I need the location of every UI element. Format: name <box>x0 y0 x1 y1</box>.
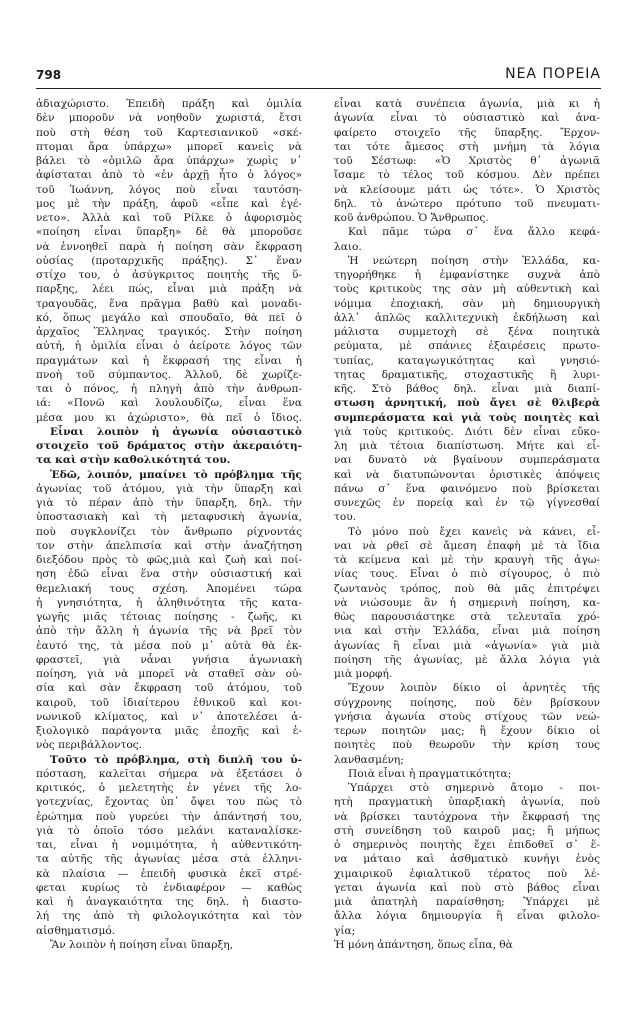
text-line: ἀρχαῖος Ἕλληνας τραγικός. Στὴν ποίηση <box>36 326 302 338</box>
text-line: ἀγωνία εἶναι τὸ οὐσιαστικὸ καὶ ἀνα- <box>334 112 600 125</box>
text-line: ναι δυνατὸ νὰ βγαίνουν συμπεράσματα <box>334 454 600 467</box>
text-line: Ἡ μόνη ἀπάντηση, ὅπως εἶπα, θὰ <box>334 938 513 951</box>
text-line: τηγορήθηκε ἡ ἐμφανίστηκε συχνὰ ἀπὸ <box>334 269 600 281</box>
text-line: τὰ κείμενα καὶ μὲ τὴν κραυγὴ τῆς ἀγω- <box>334 554 600 566</box>
text-line: ται ὁ πόνος, ἡ πληγὴ ἀπὸ τὴν ἀνθρωπ- <box>36 383 302 395</box>
text-line: θὼς παρουσιάστηκε στὰ τελευταῖα χρό- <box>334 611 600 623</box>
text-line: γία; <box>334 924 356 937</box>
text-line: νια καὶ στὴν Ἑλλάδα, εἶναι μιὰ ποίηση <box>334 625 600 638</box>
text-line: τα καὶ στὴν καθολικότητά του. <box>36 454 231 467</box>
text-line: να μάταιο καὶ ἀσθματικὸ κυνήγι ἑνὸς <box>334 853 600 866</box>
text-line: γοτεχνίας, ἔχοντας ὑπ᾿ ὄψει του πὼς τὸ <box>36 796 302 809</box>
text-line: ητὴ πραγματικὴ ὑπαρξιακὴ ἀγωνία, ποὺ <box>334 796 600 809</box>
text-line: πτομαι ἄρα ὑπάρχω» μπορεῖ κανεὶς νὰ <box>36 140 302 153</box>
text-line: ἴσαμε τὸ τέλος τοῦ κόσμου. Δὲν πρέπει <box>334 169 600 182</box>
text-line: αὐτή, ἡ ὁμιλία εἶναι ὁ ἀείροτε λόγος τῶν <box>36 340 302 353</box>
text-line: τα αὐτῆς τῆς ἀγωνίας μέσα στὰ ἑλληνι- <box>36 853 302 866</box>
text-line: ὑποστασιακὴ καὶ τὴ μεταφυσικὴ ἀγωνία, <box>36 511 302 524</box>
text-line: φεται κυρίως τὸ ἐνδιαφέρον — καθὼς <box>36 881 302 894</box>
text-line: κό, ὅπως μεγάλο καὶ σπουδαῖο, θὰ πεῖ ὁ <box>36 311 302 324</box>
text-line: Ποιὰ εἶναι ἡ πραγματικότητα; <box>348 767 512 780</box>
text-line: Ἔχουν λοιπὸν δίκιο οἱ ἀρνητὲς τῆς <box>348 682 600 695</box>
text-line: ἡ γνησιότητα, ἡ ἀληθινότητα τῆς κατα- <box>36 596 302 609</box>
text-line: ζωντανὸς τρόπος, ποὺ θὰ μᾶς ἐπιτρέψει <box>334 582 600 595</box>
text-line: τερων ποιητῶν μας; ἢ ἔχουν δίκιο οἱ <box>334 725 600 737</box>
text-line: νόμιμα ἐποχιακή, σὰν μὴ δημιουργικὴ <box>334 297 600 310</box>
text-line: ἀφίσταται ἀπὸ τὸ «ἐν ἀρχῇ ἦτο ὁ λόγος» <box>36 169 302 182</box>
page-header <box>36 66 601 89</box>
text-line: Ὑπάρχει στὸ σημερινὸ ἄτομο - ποι- <box>348 782 600 794</box>
text-line: ὁ σημερινὸς ποιητὴς ἔχει ἐπιδοθεῖ σ᾿ ἕ- <box>334 839 600 851</box>
text-line: τητας δραματικῆς, στοχαστικῆς ἢ λυρι- <box>334 368 600 381</box>
text-line: τοῦ Σέστωφ: «Ὁ Χριστὸς θ᾿ ἀγωνιᾶ <box>334 155 600 167</box>
text-line: κὰ πλαίσια — ἐπειδὴ φυσικὰ ἐκεῖ στρέ- <box>36 867 302 880</box>
text-line: οὐσίας (προταρχικῆς πράξης). Σ᾿ ἕναν <box>36 254 302 267</box>
text-line: «ποίηση εἶναι ὕπαρξη» δὲ θὰ μποροῦσε <box>36 226 302 239</box>
text-line: νετο». Ἀλλὰ καὶ τοῦ Ρίλκε ὁ ἀφορισμὸς <box>36 212 302 224</box>
text-line: ξιολογικὸ παράγοντα μιᾶς ἐποχῆς καὶ ἑ- <box>36 725 302 737</box>
text-line: ηση ἐδῶ εἶναι ἕνα στὴν οὐσιαστική καὶ <box>36 568 302 581</box>
text-line: στοιχεῖο τοῦ δράματος στὴν ἀκεραιότη- <box>36 440 302 452</box>
running-title: ΝΕΑ ΠΟΡΕΙΑ <box>505 66 601 82</box>
text-line: κοῦ ἀνθρώπου. Ὁ Ἄνθρωπος. <box>334 212 489 224</box>
text-line: τοῦ Ἰωάννη, λόγος ποὺ εἶναι ταυτόση- <box>36 183 302 196</box>
text-line: μιὰ ἀπατηλὴ παραίσθηση; Ὑπάρχει μὲ <box>334 896 600 908</box>
text-line: μέσα μου κι ἀχώριστο», θὰ πεῖ ὁ ἴδιος. <box>36 411 302 424</box>
text-line: δηλ. τὸ ἀνώτερο πρότυπο τοῦ πνευματι- <box>334 197 600 210</box>
text-line: ναι νὰ ρθεῖ σὲ ἄμεση ἐπαφὴ μὲ τὰ ἴδια <box>334 539 600 552</box>
text-line: ποὺ στὴ θέση τοῦ Καρτεσιανικοῦ «σκέ- <box>36 126 302 139</box>
text-line: λη μιὰ τέτοια διαπίστωση. Μήτε καὶ εἶ- <box>334 440 600 452</box>
text-line: τραγουδᾶς, ἕνα πρᾶγμα βαθὺ καὶ μοναδι- <box>36 297 302 310</box>
text-line: φραστεῖ, γιὰ νἆναι γνήσια ἀγωνιακὴ <box>36 653 302 666</box>
text-line: μιὰ μορφή. <box>334 668 393 680</box>
text-line: ἀλλ᾿ ἁπλῶς καλλιτεχνικὴ ἐκδήλωση καὶ <box>334 311 600 324</box>
text-line: καὶ ἡ ἀναγκαιότητα της δηλ. ἡ διαστο- <box>36 896 302 908</box>
text-line: στωση ἀρνητική, ποὺ ἄγει σὲ θλιβερὰ <box>334 397 600 410</box>
text-line: Ἡ νεώτερη ποίηση στὴν Ἑλλάδα, κα- <box>348 254 600 267</box>
text-line: τον στὴν ἀπελπισία καὶ στὴν ἀναζήτηση <box>36 539 302 552</box>
text-line: νωνικοῦ κλίματος, καὶ ν᾿ ἀποτελέσει ἀ- <box>36 710 302 723</box>
text-line: ποιητὲς ποὺ θεωροῦν τὴν κρίση τους <box>334 739 600 752</box>
text-line: Τοῦτο τὸ πρόβλημα, στὴ διπλῆ του ὑ- <box>50 753 302 766</box>
text-line: κριτικός, ὁ μελετητὴς ἐν γένει τῆς λο- <box>36 782 302 794</box>
text-line: κῆς. Στὸ βάθος δηλ. εἶναι μιὰ διαπί- <box>334 383 600 395</box>
text-line: γωγῆς μιᾶς τέτοιας ποίησης - ζωῆς, κι <box>36 611 302 623</box>
text-line: ποίηση, γιὰ νὰ μπορεῖ νὰ σταθεῖ σὰν οὐ- <box>36 668 302 680</box>
text-line: γιὰ τὸ πέραν ἀπὸ τὴν ὕπαρξη, δηλ. τὴν <box>36 497 302 509</box>
text-line: τοὺς κριτικοὺς της σὰν μὴ αὐθεντικὴ καὶ <box>334 283 600 296</box>
page-number: 798 <box>36 68 62 82</box>
text-line: ἀγωνίας ἢ εἶναι μιὰ «ἀγωνία» γιὰ μιὰ <box>334 639 600 652</box>
text-line: νὸς περιβάλλοντος. <box>36 739 143 752</box>
text-line: ἄλλα λόγια δημιουργία ἢ εἶναι φιλολο- <box>334 910 600 923</box>
text-line: πνοὴ τοῦ σύμπαντος. Ἀλλοῦ, δὲ χωρίζε- <box>36 368 302 381</box>
text-line: πάνω σ᾿ ἕνα φαινόμενο ποὺ βρίσκεται <box>334 482 600 495</box>
text-line: νὰ ἐννοηθεῖ παρὰ ἡ ποίηση σὰν ἔκφραση <box>36 240 302 253</box>
text-line: νὰ νιώσουμε ἂν ἡ σημερινὴ ποίηση, κα- <box>334 596 600 609</box>
text-column-left <box>36 97 302 985</box>
text-line: χιμαιρικοῦ ἐφιαλτικοῦ τέρατος ποὺ λέ- <box>334 867 600 880</box>
text-line: εἶναι κατὰ συνέπεια ἀγωνία, μιὰ κι ἡ <box>334 98 600 110</box>
text-line: τυπίας, καταγωγικότητας καὶ γνησιό- <box>334 354 600 367</box>
text-line: ται τότε ἄμεσος στὴ μνήμη τὰ λόγια <box>334 140 600 153</box>
text-line: ἐρώτημα ποὺ γυρεύει τὴν ἀπάντησή του, <box>36 810 302 823</box>
text-line: γεται ἀγωνία καὶ ποὺ στὸ βάθος εἶναι <box>334 881 600 894</box>
text-column-right <box>334 97 600 985</box>
text-line: φαίρετο στοιχεῖο τῆς ὕπαρξης. Ἔρχον- <box>334 126 600 139</box>
text-line: νίας τους. Εἶναι ὁ πιὸ σίγουρος, ὁ πιὸ <box>334 568 600 581</box>
text-line: του. <box>334 511 357 524</box>
text-line: πραγμάτων καὶ ἡ ἔκφρασή της εἶναι ἡ <box>36 354 302 367</box>
text-line: στίχο του, ὁ ἀσύγκριτος ποιητὴς τῆς ὕ- <box>36 269 302 281</box>
text-line: Ἐδῶ, λοιπόν, μπαίνει τὸ πρόβλημα τῆς <box>50 468 302 481</box>
text-line: ποὺ συγκλονίζει τὸν ἄνθρωπο ρίχνοντάς <box>36 525 302 538</box>
text-line: σύγχρονης ποίησης, ποὺ δὲν βρίσκουν <box>334 696 600 709</box>
text-line: ἀπὸ τὴν ἄλλη ἡ ἀγωνία τῆς νὰ βρεῖ τὸν <box>36 625 302 638</box>
text-line: καιροῦ, τοῦ ἰδιαίτερου ἐθνικοῦ καὶ κοι- <box>36 696 302 709</box>
text-line: λαιο. <box>334 240 362 253</box>
text-line: σία καὶ σὰν ἔκφραση τοῦ ἀτόμου, τοῦ <box>36 682 302 695</box>
text-line: ται, εἶναι ἡ νομιμότητα, ἡ αὐθεντικότη- <box>36 839 302 851</box>
text-line: καὶ νὰ διατυπώνονται ὁριστικὲς ἀπόψεις <box>334 468 600 481</box>
text-line: συμπεράσματα καὶ γιὰ τοὺς ποιητὲς καὶ <box>334 411 600 424</box>
text-line: μος μὲ τὴν πράξη, ἀφοῦ «εἶπε καὶ ἐγέ- <box>36 197 302 210</box>
text-line: Εἶναι λοιπὸν ἡ ἀγωνία οὐσιαστικὸ <box>50 425 302 438</box>
text-line: Τὸ μόνο ποὺ ἔχει κανεὶς νὰ κάνει, εἶ- <box>348 525 600 538</box>
text-line: πόσταση, καλεῖται σήμερα νὰ ἐξετάσει ὁ <box>36 767 302 780</box>
text-line: Καὶ πᾶμε τώρα σ᾿ ἕνα ἄλλο κεφά- <box>348 226 600 239</box>
text-line: θεμελιακή τους σχέση. Ἀπομένει τώρα <box>36 582 302 595</box>
text-line: διεξόδου πρὸς τὸ φῶς,μιὰ καὶ ζωὴ καὶ ποί- <box>36 554 302 566</box>
text-line: αἰσθηματισμό. <box>36 924 116 937</box>
text-line: συνεχῶς ἐν πορείᾳ καὶ ἐν τῷ γίγνεσθαί <box>334 497 600 509</box>
text-line: βάλει τὸ «ὁμιλῶ ἄρα ὑπάρχω» χωρὶς ν᾿ <box>36 155 302 167</box>
text-line: γιὰ τὸ ὁποῖο τόσο μελάνι καταναλίσκε- <box>36 824 302 837</box>
text-line: ἀγωνίας τοῦ ἀτόμου, γιὰ τὴν ὕπαρξη καὶ <box>36 482 302 495</box>
text-line: δὲν μποροῦν νὰ νοηθοῦν χωριστά, ἔτσι <box>36 112 302 125</box>
text-line: νὰ βρίσκει ταυτόχρονα τὴν ἔκφρασή της <box>334 810 600 823</box>
text-line: μάλιστα συμμετοχὴ σὲ ξένα ποιητικὰ <box>334 326 600 338</box>
text-line: γιὰ τοὺς κριτικούς. Διότι δὲν εἶναι εὔκο- <box>334 425 600 438</box>
text-line: παρξης, λέει πώς, εἶναι μιὰ πράξη νὰ <box>36 283 302 296</box>
text-line: γνήσια ἀγωνία στοὺς στίχους τῶν νεώ- <box>334 710 600 723</box>
text-line: ἑαυτό της, τὰ μέσα ποὺ μ᾿ αὐτὰ θὰ ἐκ- <box>36 639 302 652</box>
text-line: ποίηση τῆς ἀγωνίας, μὲ ἄλλα λόγια γιὰ <box>334 653 600 666</box>
text-line: ιά: «Πονῶ καὶ λουλουδίζω, εἶναι ἕνα <box>36 397 302 410</box>
text-line: λή της ἀπὸ τὴ φιλολογικότητα καὶ τὸν <box>36 910 302 923</box>
text-line: στὴ συνείδηση τοῦ καιροῦ μας; ἢ μήπως <box>334 824 600 837</box>
text-line: Ἂν λοιπὸν ἡ ποίηση εἶναι ὕπαρξη, <box>50 938 233 951</box>
text-line: λανθασμένη; <box>334 753 404 766</box>
text-line: ρεύματα, μὲ σπάνιες ἐξαιρέσεις πρωτο- <box>334 340 600 353</box>
text-line: ἀδιαχώριστο. Ἐπειδὴ πράξη καὶ ὁμιλία <box>36 98 302 110</box>
text-line: νὰ κλείσουμε μάτι ὡς τότε». Ὁ Χριστὸς <box>334 183 600 196</box>
